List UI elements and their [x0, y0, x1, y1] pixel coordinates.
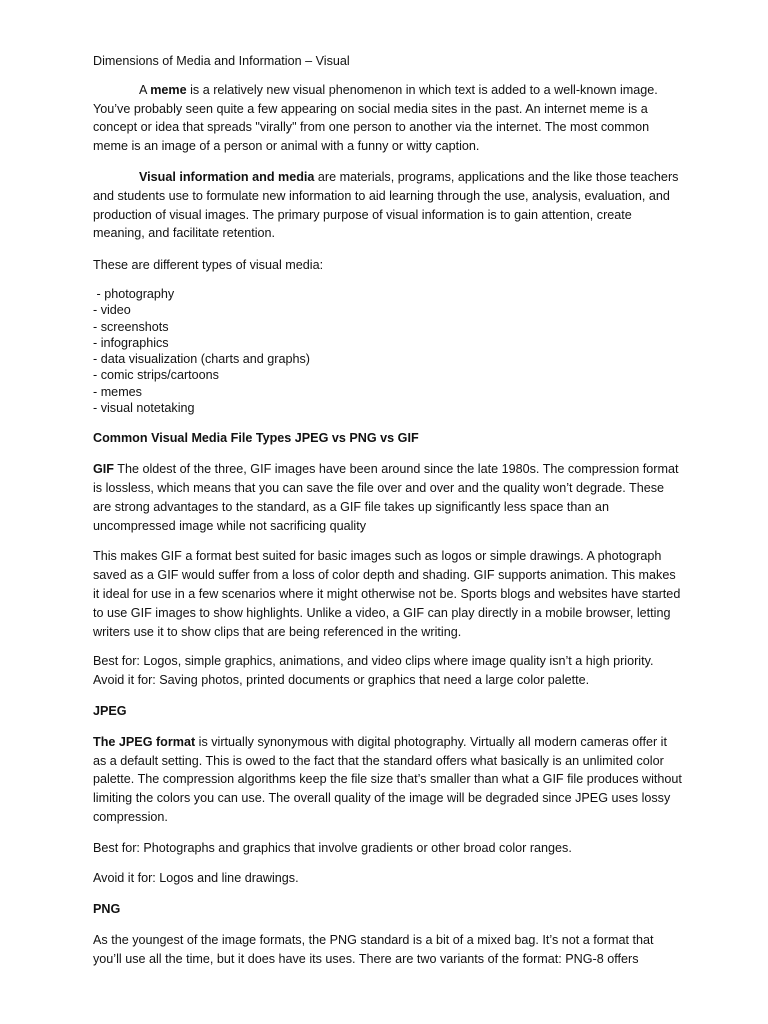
gif-paragraph	[93, 460, 683, 535]
visual-media-types-list	[93, 286, 683, 416]
meme-term: meme	[150, 82, 187, 97]
list-item: - comic strips/cartoons	[93, 368, 219, 383]
list-item: - memes	[93, 384, 142, 399]
meme-para-text: is a relatively new visual phenomenon in which text is added to a well-known image. You’ve probably seen quite a few appearing on social media sites in the past. An internet meme is a concept or idea that spreads "virally" from one person to another via the internet. The most common meme is an image of a person or animal with a funny or witty caption.	[93, 82, 658, 154]
list-item: - infographics	[93, 335, 169, 350]
list-item: - data visualization (charts and graphs)	[93, 352, 311, 367]
gif-best-for: Best for: Logos, simple graphics, animations, and video clips where image quality isn’t a high priority.	[93, 654, 654, 669]
meme-para-lead: A	[139, 82, 151, 97]
png-heading: PNG	[93, 902, 121, 917]
jpeg-text: is virtually synonymous with digital photography. Virtually all modern cameras offer it as a default setting. This is owed to the fact that the standard offers what basically is an unlimited color palette. The compression algorithms keep the file size that’s smaller than what a GIF file produces without limiting the colors you can use. The overall quality of the image will be degraded since JPEG uses lossy compression.	[93, 734, 682, 824]
jpeg-avoid-for: Avoid it for: Logos and line drawings.	[93, 871, 299, 886]
visual-info-term: Visual information and media	[139, 169, 315, 184]
types-intro: These are different types of visual media:	[93, 258, 324, 273]
jpeg-term: The JPEG format	[93, 734, 196, 749]
list-item: - screenshots	[93, 319, 169, 334]
visual-info-paragraph	[93, 168, 683, 243]
jpeg-best-for: Best for: Photographs and graphics that involve gradients or other broad color ranges.	[93, 840, 572, 855]
document-page	[93, 52, 683, 969]
png-paragraph: As the youngest of the image formats, the PNG standard is a bit of a mixed bag. It’s not a format that you’ll use all the time, but it does have its uses. There are two variants of the format: PNG-8 offers	[93, 933, 654, 966]
gif-term: GIF	[93, 462, 114, 477]
visual-info-text: are materials, programs, applications and the like those teachers and students use to formulate new information to aid learning through the use, analysis, evaluation, and production of visual images. The primary purpose of visual information is to gain attention, create meaning, and facilitate retention.	[93, 169, 679, 241]
file-types-heading: Common Visual Media File Types JPEG vs PNG vs GIF	[93, 431, 419, 446]
gif-text: The oldest of the three, GIF images have been around since the late 1980s. The compression format is lossless, which means that you can save the file over and over and the quality won’t degrade. These are strong advantages to the standard, as a GIF file takes up significantly less space than an uncompressed image while not sacrificing quality	[93, 462, 679, 533]
gif-usage-paragraph: This makes GIF a format best suited for basic images such as logos or simple drawings. A photograph saved as a GIF would suffer from a loss of color depth and shading. GIF supports animation. This makes it ideal for use in a few scenarios where it might otherwise not be. Sports blogs and websites have started to use GIF images to show highlights. Unlike a video, a GIF can play directly in a mobile browser, letting writers use it to show clips that are being referenced in the writing.	[93, 549, 681, 639]
list-item: - video	[93, 303, 131, 318]
gif-avoid-for: Avoid it for: Saving photos, printed documents or graphics that need a large color palette.	[93, 673, 590, 688]
jpeg-heading: JPEG	[93, 703, 127, 718]
list-item: - visual notetaking	[93, 401, 195, 416]
meme-paragraph	[93, 81, 683, 156]
document-title: Dimensions of Media and Information – Visual	[93, 54, 350, 68]
jpeg-paragraph	[93, 733, 683, 827]
list-item: - photography	[93, 286, 175, 301]
